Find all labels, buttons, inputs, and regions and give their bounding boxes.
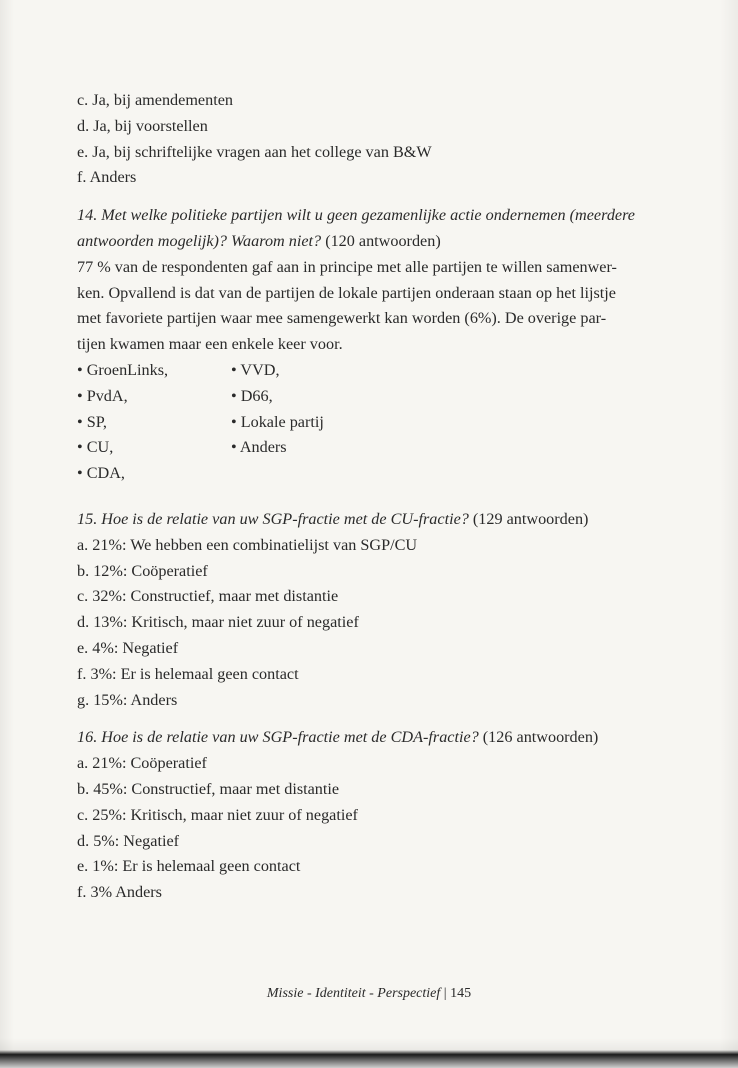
party-list (77, 358, 667, 487)
list-item: • GroenLinks, (77, 360, 169, 379)
page-bottom-edge (0, 1038, 738, 1068)
page-content (77, 88, 667, 906)
list-item: b. 45%: Constructief, maar met distantie (77, 779, 340, 798)
list-item: • CU, (77, 438, 114, 457)
list-item: f. Anders (77, 168, 137, 187)
list-item: e. Ja, bij schriftelijke vragen aan het college van B&W (77, 142, 432, 161)
list-item: • VVD, (231, 360, 280, 379)
list-item: c. 25%: Kritisch, maar niet zuur of negatief (77, 805, 358, 824)
list-item: • Lokale partij (231, 412, 324, 431)
answer-count: (126 antwoorden) (478, 728, 599, 747)
list-item: g. 15%: Anders (77, 690, 178, 709)
question-15 (77, 507, 667, 713)
paragraph-line: tijen kwamen maar een enkele keer voor. (77, 335, 343, 354)
paragraph-line: ken. Opvallend is dat van de partijen de lokale partijen onderaan staan op het lijstje (77, 283, 616, 302)
list-item: e. 4%: Negatief (77, 638, 179, 657)
list-item: d. 13%: Kritisch, maar niet zuur of negatief (77, 613, 359, 632)
question-title: 16. Hoe is de relatie van uw SGP-fractie met de CDA-fractie? (77, 728, 479, 747)
list-item: • SP, (77, 412, 107, 431)
answer-count: (129 antwoorden) (468, 509, 589, 528)
question-title: 14. Met welke politieke partijen wilt u geen gezamenlijke actie ondernemen (meerdere (77, 206, 635, 225)
list-item: • D66, (231, 386, 273, 405)
list-item: c. Ja, bij amendementen (77, 91, 233, 109)
list-item: d. Ja, bij voorstellen (77, 116, 208, 135)
answer-count: (120 antwoorden) (321, 231, 441, 250)
list-item: • Anders (231, 438, 287, 457)
question-title: 15. Hoe is de relatie van uw SGP-fractie met de CU-fractie? (77, 509, 469, 528)
question-title: antwoorden mogelijk)? Waarom niet? (77, 231, 322, 250)
footer-title: Missie - Identiteit - Perspectief (266, 986, 441, 1001)
list-item: • CDA, (77, 464, 125, 483)
list-item: a. 21%: Coöperatief (77, 754, 207, 773)
list-item: f. 3%: Er is helemaal geen contact (77, 664, 299, 683)
list-item: • PvdA, (77, 386, 128, 405)
list-item: b. 12%: Coöperatief (77, 561, 208, 580)
paragraph-line: met favoriete partijen waar mee samengewerkt kan worden (6%). De overige par- (77, 309, 607, 328)
question-16 (77, 725, 667, 906)
paragraph-line: 77 % van de respondenten gaf aan in principe met alle partijen te willen samenwer- (77, 257, 617, 276)
answer-list-top (77, 88, 667, 191)
page-number: | 145 (440, 986, 472, 1001)
question-14 (77, 203, 667, 487)
list-item: a. 21%: We hebben een combinatielijst van SGP/CU (77, 535, 418, 554)
list-item: c. 32%: Constructief, maar met distantie (77, 587, 339, 606)
page-footer (0, 986, 738, 1002)
list-item: e. 1%: Er is helemaal geen contact (77, 857, 301, 876)
list-item: f. 3% Anders (77, 883, 162, 902)
list-item: d. 5%: Negatief (77, 831, 180, 850)
